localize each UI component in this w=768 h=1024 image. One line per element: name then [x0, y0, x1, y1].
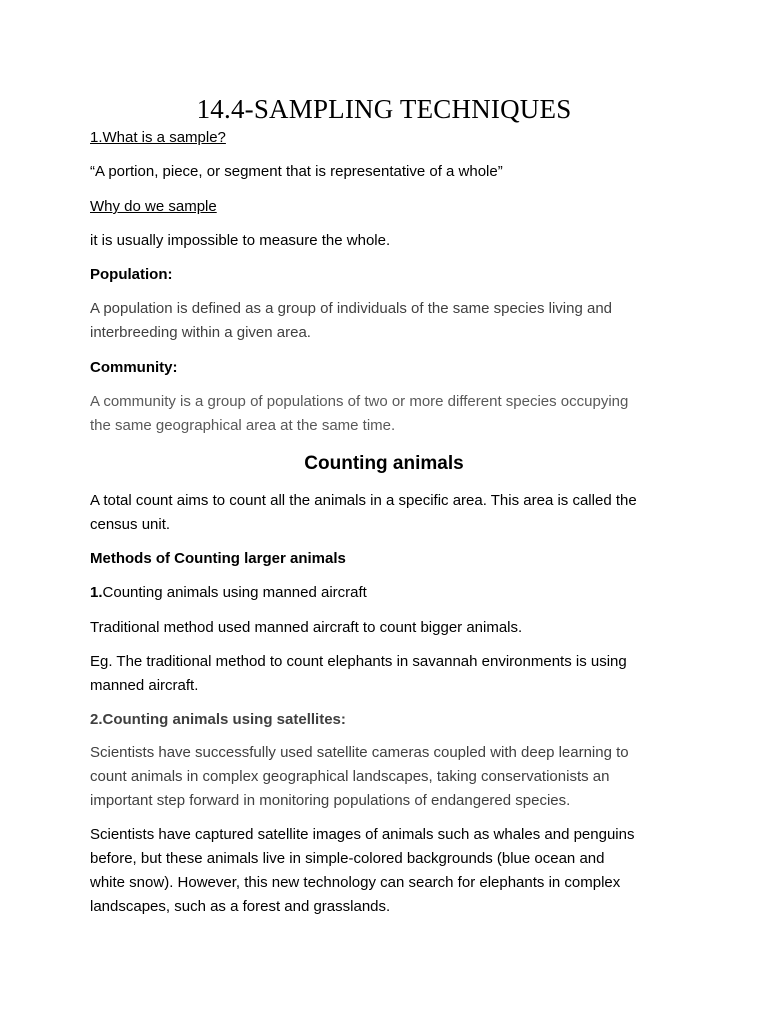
- method-1-text: Counting animals using manned aircraft: [102, 584, 367, 601]
- satellite-line-3: important step forward in monitoring populations of endangered species.: [90, 792, 571, 809]
- population-line-2: interbreeding within a given area.: [90, 324, 311, 341]
- satellite-line-2: count animals in complex geographical landscapes, taking conservationists an: [90, 768, 610, 785]
- captured-images-paragraph: [90, 823, 690, 919]
- example-paragraph: [90, 650, 690, 698]
- example-line-1: Eg. The traditional method to count elephants in savannah environments is using: [90, 653, 627, 670]
- total-count-line-2: census unit.: [90, 516, 171, 533]
- traditional-method-text: Traditional method used manned aircraft to count bigger animals.: [90, 619, 523, 636]
- total-count-paragraph: [90, 489, 690, 537]
- captured-line-1: Scientists have captured satellite images of animals such as whales and penguins: [90, 826, 635, 843]
- population-definition: [90, 297, 690, 345]
- total-count-line-1: A total count aims to count all the animals in a specific area. This area is called the: [90, 492, 637, 509]
- counting-animals-heading: Counting animals: [304, 453, 464, 474]
- example-line-2: manned aircraft.: [90, 677, 199, 694]
- satellite-line-1: Scientists have successfully used satellite cameras coupled with deep learning to: [90, 744, 629, 761]
- sample-definition: “A portion, piece, or segment that is representative of a whole”: [90, 163, 503, 180]
- community-label: Community:: [90, 359, 178, 376]
- method-1-number: 1.: [90, 584, 103, 601]
- question-what-is-sample: 1.What is a sample?: [90, 129, 226, 146]
- community-definition: [90, 390, 690, 438]
- method-2-heading: 2.Counting animals using satellites:: [90, 711, 346, 728]
- community-line-2: the same geographical area at the same time.: [90, 417, 396, 434]
- method-1-heading: [90, 581, 690, 605]
- captured-line-4: landscapes, such as a forest and grasslands.: [90, 898, 391, 915]
- methods-heading: Methods of Counting larger animals: [90, 550, 346, 567]
- captured-line-2: before, but these animals live in simple-colored backgrounds (blue ocean and: [90, 850, 605, 867]
- captured-line-3: white snow). However, this new technology can search for elephants in complex: [90, 874, 621, 891]
- why-sample-heading: Why do we sample: [90, 198, 217, 215]
- community-line-1: A community is a group of populations of two or more different species occupying: [90, 393, 629, 410]
- page-title: 14.4-SAMPLING TECHNIQUES: [196, 94, 572, 124]
- population-line-1: A population is defined as a group of individuals of the same species living and: [90, 300, 613, 317]
- satellite-paragraph: [90, 741, 690, 813]
- population-label: Population:: [90, 266, 173, 283]
- why-sample-answer: it is usually impossible to measure the whole.: [90, 232, 391, 249]
